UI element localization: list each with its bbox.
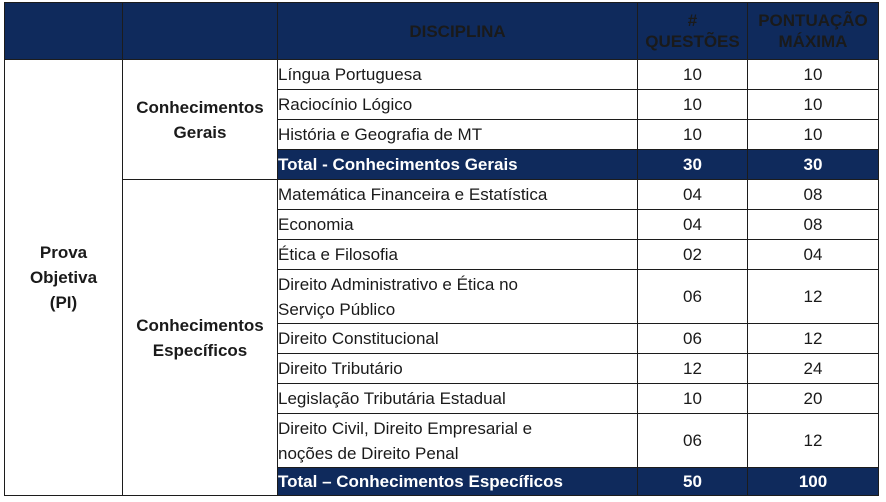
exam-type-line1: Prova <box>39 243 88 262</box>
questions-count: 04 <box>638 180 748 210</box>
header-score-line1: PONTUAÇÃO <box>758 11 868 30</box>
exam-structure-table <box>4 2 879 496</box>
questions-count: 06 <box>638 414 748 468</box>
questions-count: 10 <box>638 384 748 414</box>
questions-count: 02 <box>638 240 748 270</box>
header-row <box>5 3 879 60</box>
header-empty-cell-2 <box>123 3 278 60</box>
specific-group-line2: Específicos <box>152 340 248 360</box>
header-questions-line2: QUESTÕES <box>645 32 740 51</box>
header-max-score <box>748 3 879 60</box>
total-score: 30 <box>748 150 879 180</box>
total-questions: 50 <box>638 468 748 496</box>
specific-group-line1: Conhecimentos <box>136 315 264 335</box>
discipline-name: Língua Portuguesa <box>278 60 638 90</box>
max-score: 20 <box>748 384 879 414</box>
max-score: 24 <box>748 354 879 384</box>
header-questions-line1: # <box>687 11 698 30</box>
discipline-name: Direito Constitucional <box>278 324 638 354</box>
exam-type-cell <box>5 60 123 496</box>
discipline-name: História e Geografia de MT <box>278 120 638 150</box>
discipline-name <box>278 270 638 324</box>
max-score: 12 <box>748 414 879 468</box>
max-score: 10 <box>748 60 879 90</box>
general-group-line1: Conhecimentos <box>136 97 264 117</box>
discipline-name: Ética e Filosofia <box>278 240 638 270</box>
questions-count: 04 <box>638 210 748 240</box>
discipline-name: Raciocínio Lógico <box>278 90 638 120</box>
total-label: Total – Conhecimentos Específicos <box>278 468 638 496</box>
discipline-name: Direito Tributário <box>278 354 638 384</box>
exam-type-line2: Objetiva <box>29 268 98 287</box>
questions-count: 10 <box>638 90 748 120</box>
header-score-line2: MÁXIMA <box>778 32 848 51</box>
discipline-line2: Serviço Público <box>278 299 396 319</box>
header-questions <box>638 3 748 60</box>
general-group-cell <box>123 60 278 180</box>
discipline-line1: Direito Administrativo e Ética no <box>278 274 518 294</box>
discipline-line1: Direito Civil, Direito Empresarial e <box>278 418 533 438</box>
table-row <box>5 60 879 90</box>
max-score: 04 <box>748 240 879 270</box>
questions-count: 10 <box>638 120 748 150</box>
total-label: Total - Conhecimentos Gerais <box>278 150 638 180</box>
general-group-line2: Gerais <box>173 122 227 142</box>
discipline-name: Legislação Tributária Estadual <box>278 384 638 414</box>
specific-group-cell <box>123 180 278 496</box>
total-questions: 30 <box>638 150 748 180</box>
max-score: 08 <box>748 210 879 240</box>
questions-count: 06 <box>638 270 748 324</box>
questions-count: 10 <box>638 60 748 90</box>
discipline-line2: noções de Direito Penal <box>278 443 459 463</box>
max-score: 12 <box>748 270 879 324</box>
max-score: 10 <box>748 90 879 120</box>
discipline-name <box>278 414 638 468</box>
discipline-name: Economia <box>278 210 638 240</box>
exam-type-line3: (PI) <box>49 293 78 312</box>
header-empty-cell-1 <box>5 3 123 60</box>
max-score: 08 <box>748 180 879 210</box>
discipline-name: Matemática Financeira e Estatística <box>278 180 638 210</box>
total-score: 100 <box>748 468 879 496</box>
table-row <box>5 180 879 210</box>
max-score: 12 <box>748 324 879 354</box>
questions-count: 06 <box>638 324 748 354</box>
questions-count: 12 <box>638 354 748 384</box>
max-score: 10 <box>748 120 879 150</box>
header-discipline: DISCIPLINA <box>278 3 638 60</box>
